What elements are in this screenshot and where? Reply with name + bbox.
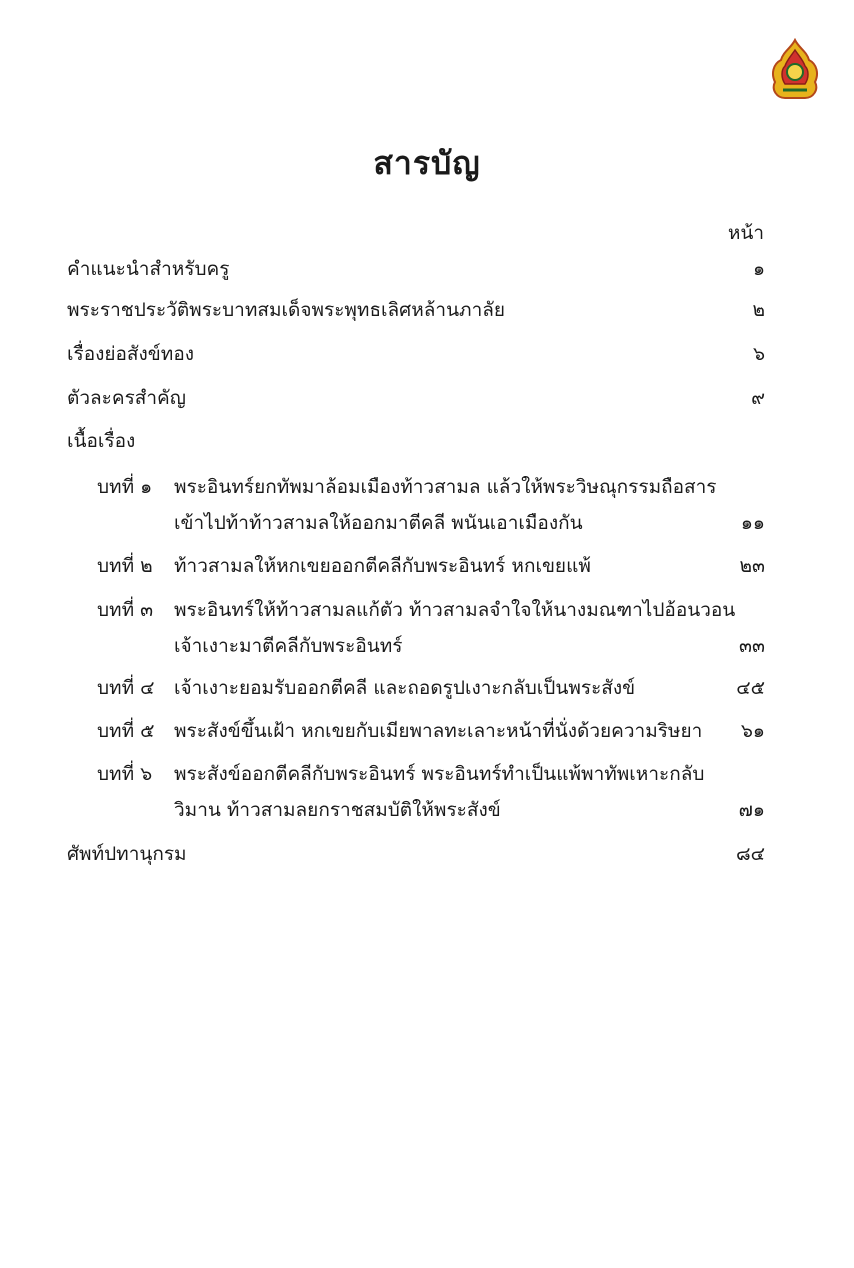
chapter-title-line1: พระสังข์ขึ้นเฝ้า หกเขยกับเมียพาลทะเลาะหน้าที่นั่งด้วยความริษยา	[174, 720, 703, 742]
chapter-page: ๗๑	[738, 799, 765, 821]
chapter-title-line1: พระอินทร์ยกทัพมาล้อมเมืองท้าวสามล แล้วให้พระวิษณุกรรมถือสาร	[174, 476, 717, 498]
chapter-entry	[97, 474, 765, 536]
chapter-title-line1: เจ้าเงาะยอมรับออกตีคลี และถอดรูปเงาะกลับเป็นพระสังข์	[174, 677, 636, 699]
chapter-entry	[97, 597, 765, 659]
toc-entry-page: ๘๔	[735, 843, 765, 865]
chapter-page: ๑๑	[740, 512, 765, 534]
chapter-title-line1: พระอินทร์ให้ท้าวสามลแก้ตัว ท้าวสามลจำใจให้นางมณฑาไปอ้อนวอน	[174, 599, 736, 621]
chapter-title-line1: ท้าวสามลให้หกเขยออกตีคลีกับพระอินทร์ หกเขยแพ้	[174, 555, 591, 577]
toc-entry-label: คำแนะนำสำหรับครู	[67, 258, 230, 280]
chapter-title-line2: วิมาน ท้าวสามลยกราชสมบัติให้พระสังข์	[174, 799, 501, 821]
toc-entry	[67, 841, 765, 867]
chapter-title-line1: พระสังข์ออกตีคลีกับพระอินทร์ พระอินทร์ทำเป็นแพ้พาทัพเหาะกลับ	[174, 763, 705, 785]
toc-entry-page: ๑	[752, 258, 765, 280]
chapter-page: ๖๑	[740, 720, 765, 742]
chapter-page: ๒๓	[739, 555, 765, 577]
toc-entry	[67, 256, 765, 282]
toc-entry	[67, 385, 765, 411]
chapter-number: บทที่ ๒	[97, 555, 153, 577]
chapter-title-line2: เจ้าเงาะมาตีคลีกับพระอินทร์	[174, 635, 403, 657]
page-title: สารบัญ	[373, 144, 481, 182]
toc-entry-page: ๖	[752, 343, 765, 365]
ministry-emblem-icon	[769, 38, 821, 102]
toc-entry	[67, 297, 765, 323]
toc-entry-label: ตัวละครสำคัญ	[67, 387, 186, 409]
chapter-page: ๓๓	[739, 635, 765, 657]
toc-entry-label: พระราชประวัติพระบาทสมเด็จพระพุทธเลิศหล้านภาลัย	[67, 299, 506, 321]
chapter-number: บทที่ ๕	[97, 720, 155, 742]
chapter-title-line2: เข้าไปท้าท้าวสามลให้ออกมาตีคลี พนันเอาเมืองกัน	[174, 512, 583, 534]
chapter-number: บทที่ ๓	[97, 599, 154, 621]
content-heading: เนื้อเรื่อง	[67, 430, 136, 452]
chapter-number: บทที่ ๑	[97, 476, 153, 498]
chapter-page: ๔๕	[736, 677, 765, 699]
chapter-number: บทที่ ๔	[97, 677, 155, 699]
chapter-entry	[97, 761, 765, 823]
page-column-header: หน้า	[727, 222, 764, 244]
toc-entry-page: ๒	[752, 299, 765, 321]
toc-entry-page: ๙	[751, 387, 765, 409]
toc-entry-label: ศัพท์ปทานุกรม	[67, 843, 187, 865]
toc-entry-label: เรื่องย่อสังข์ทอง	[67, 343, 195, 365]
chapter-number: บทที่ ๖	[97, 763, 153, 785]
toc-entry	[67, 341, 765, 367]
